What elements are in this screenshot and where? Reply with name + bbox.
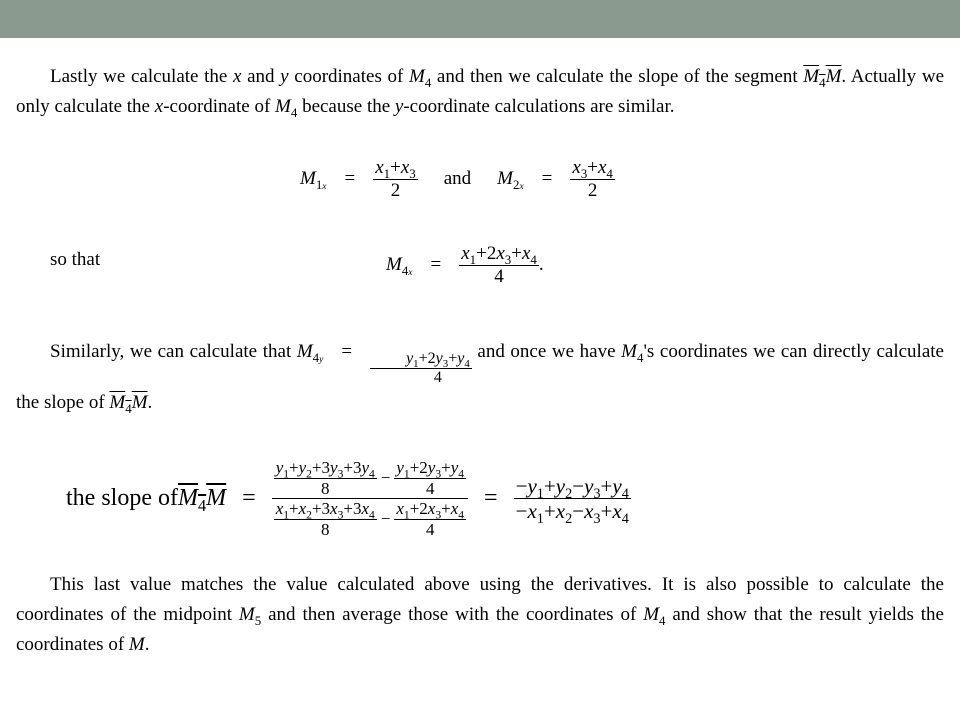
math-m4x: $M_{4x}$ [386, 254, 413, 279]
text-segment: and then average those with the coordinates of [261, 604, 644, 625]
math-x: x [154, 96, 164, 117]
fraction-m4y: $\frac{y_1+2y_3+y_4}{4}$ [370, 350, 472, 388]
text-segment: and show that the result yields the coordinates of [16, 604, 944, 655]
equation-slope [66, 458, 631, 539]
fraction-m1x: $\frac{x_1+x_3}{2}$ [375, 157, 416, 201]
and-word: and [443, 168, 472, 190]
text-segment: and once we have [471, 341, 622, 362]
text-segment: and [241, 66, 281, 87]
math-segment-m4m: $M_4M$ [109, 391, 148, 416]
math-m2x: $M_{2x}$ [497, 168, 524, 193]
math-m4: $M_4$ [408, 66, 432, 90]
simplified-fraction: $\frac{-y_1+y_2-y_3+y_4}{-x_1+x_2-x_3+x_4}$ [515, 473, 629, 528]
text-segment: Similarly, we can calculate that [50, 341, 297, 362]
equals-sign: = [242, 485, 256, 512]
math-m5: $M_5$ [238, 604, 262, 628]
paragraph-intro [16, 62, 944, 122]
math-segment-m4m: $M_4M$ [177, 485, 227, 515]
text-segment: and then we calculate the slope of the segment [431, 66, 804, 87]
math-x: x [232, 66, 242, 87]
compound-fraction: $\frac{y_1+y_2+3y_3+3y_4}{8}$ − $\frac{y_1+2y_3+y_4}{4}$ $\frac{x_1+x_2+3x_3+3x_4}{8}$ − $\frac{x_1+2x_3+x_4}{4}$ [272, 458, 468, 539]
math-m4y: $M_{4y}$ [296, 341, 324, 365]
so-that-label: so that [50, 249, 101, 270]
math-m1x: $M_{1x}$ [300, 168, 327, 193]
math-m4: $M_4$ [275, 96, 298, 120]
text-segment: This last value matches the value calculated above using the derivatives. It is also possible to calculate the coordinates of the midpoint [16, 574, 944, 625]
text-segment: -coordinate calculations are similar. [403, 96, 675, 117]
equals-sign: = [344, 168, 356, 190]
math-m4: $M_4$ [621, 341, 644, 365]
equation-midpoints [300, 157, 615, 202]
fraction-m4x: $\frac{x_1+2x_3+x_4}{4}$ [461, 243, 537, 287]
top-banner [0, 0, 960, 38]
math-y: y [394, 96, 404, 117]
text-segment: -coordinate of [163, 96, 276, 117]
paragraph-conclusion [16, 570, 944, 660]
text-segment: because the [297, 96, 395, 117]
math-m4: $M_4$ [643, 604, 666, 628]
math-y: y [280, 66, 289, 87]
fraction-m2x: $\frac{x_3+x_4}{2}$ [572, 157, 613, 201]
text-segment: . [147, 391, 153, 413]
paragraph-similarly: Similarly, we can calculate that $M_{4y}$ = $\frac{y_1+2y_3+y_4}{4}$ and once we have $M_4's$ coordinates we can directly calculate the slope of $M_4M$. [16, 341, 944, 416]
equation-m4x: $M_{4x}$ = $\frac{x_1+2x_3+x_4}{4}$ . [386, 243, 544, 287]
math-m: M [128, 634, 145, 655]
equals-sign: = [484, 485, 498, 512]
text-segment: coordinates of [288, 66, 409, 87]
text-segment: Lastly we calculate the [50, 66, 233, 87]
equals-sign: = [430, 254, 442, 276]
text-segment: 's coordinates we can directly calculate the slope of [16, 341, 944, 413]
text-segment: . Actually we only calculate the [16, 66, 944, 117]
text-segment: . [144, 634, 150, 655]
math-segment-m4m: $M_4M$ [803, 66, 842, 90]
equals-sign: = [541, 168, 553, 190]
slope-label: the slope of [66, 485, 178, 512]
